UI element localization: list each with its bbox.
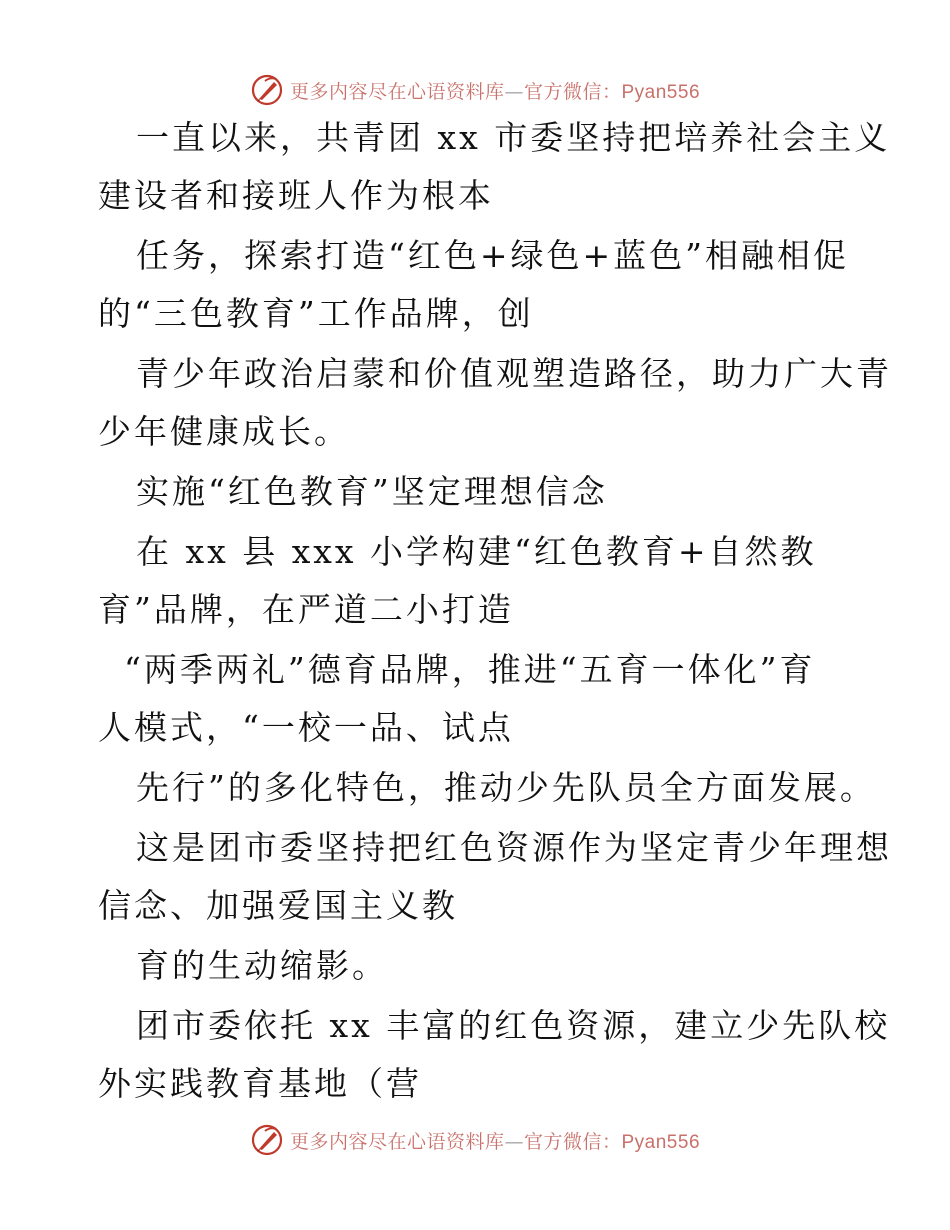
text-line: 育的生动缩影。 [136,946,388,985]
watermark-dash: — [504,1130,524,1153]
text-line: 少年健康成长。 [98,412,350,451]
watermark-text [290,1127,700,1154]
text-line: 在 xx 县 xxx 小学构建“红色教育+自然教 [136,532,817,571]
text-line: 信念、加强爱国主义教 [98,886,458,925]
watermark-account: Pyan556 [621,1131,701,1153]
watermark-suffix: 官方微信： [523,80,622,103]
text-line: 的“三色教育”工作品牌，创 [98,294,534,333]
text-line: 建设者和接班人作为根本 [98,176,494,215]
quill-logo-icon [250,1123,284,1157]
watermark-main: 更多内容尽在心语资料库 [289,80,505,103]
watermark-account: Pyan556 [621,81,701,103]
text-line: 先行”的多化特色，推动少先队员全方面发展。 [136,768,876,807]
text-line: 人模式，“一校一品、试点 [98,708,514,747]
text-line: “两季两礼”德育品牌，推进“五育一体化”育 [124,650,816,689]
text-line: 任务，探索打造“红色+绿色+蓝色”相融相促 [136,236,850,275]
footer-watermark [0,1120,950,1160]
watermark-dash: — [504,80,524,103]
text-line: 育”品牌，在严道二小打造 [98,590,514,629]
header-watermark [0,70,950,110]
watermark-text [290,77,700,104]
text-line: 外实践教育基地（营 [98,1064,422,1103]
quill-logo-icon [250,73,284,107]
text-line: 一直以来，共青团 xx 市委坚持把培养社会主义 [136,118,891,157]
text-line: 青少年政治启蒙和价值观塑造路径，助力广大青 [136,354,892,393]
text-line: 团市委依托 xx 丰富的红色资源，建立少先队校 [136,1006,891,1045]
watermark-suffix: 官方微信： [523,1130,622,1153]
text-line: 实施“红色教育”坚定理想信念 [136,472,608,511]
text-line: 这是团市委坚持把红色资源作为坚定青少年理想 [136,828,892,867]
watermark-main: 更多内容尽在心语资料库 [289,1130,505,1153]
